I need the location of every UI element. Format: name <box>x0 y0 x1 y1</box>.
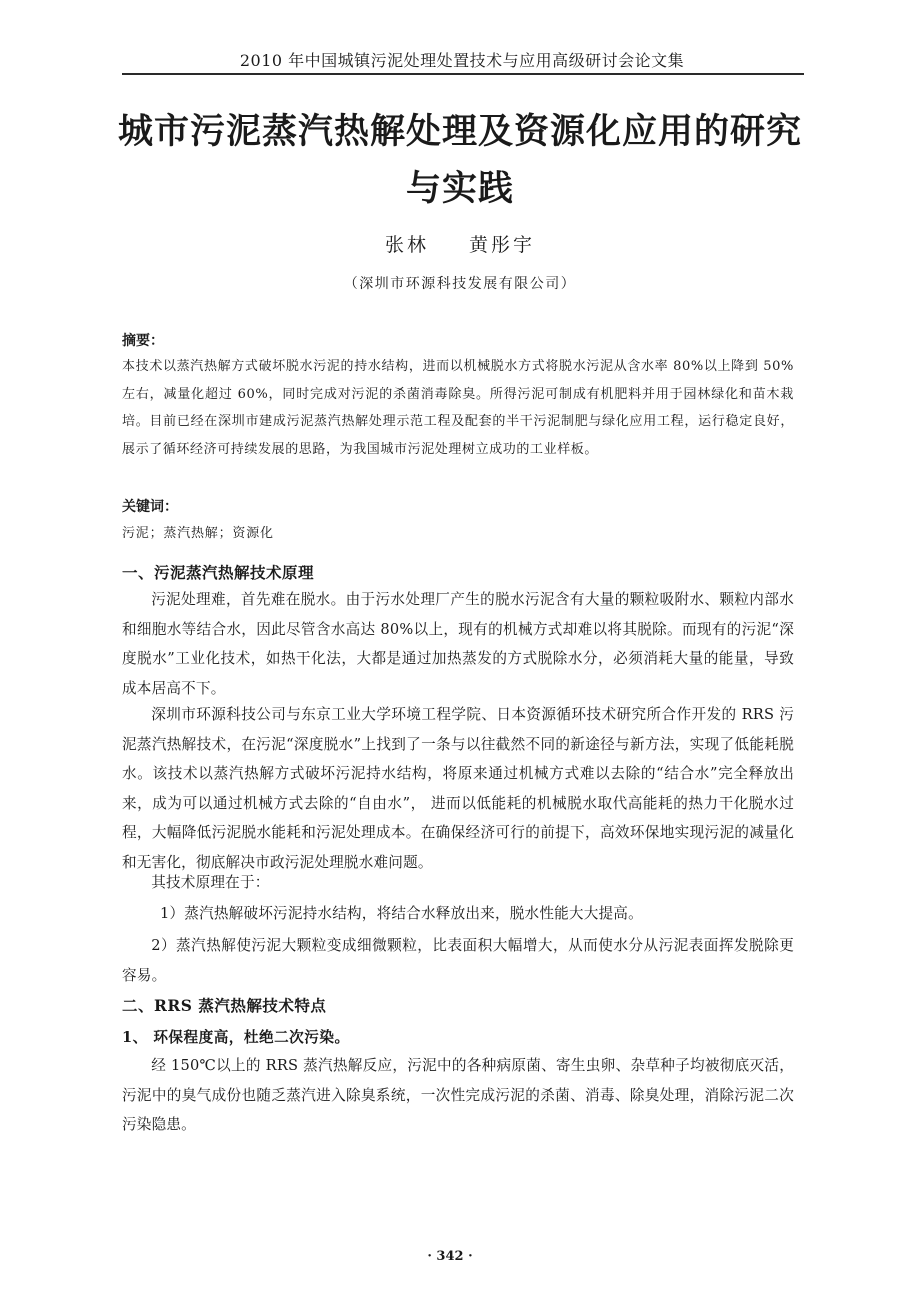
abstract-label: 摘要： <box>122 333 164 349</box>
section1-paragraph-2: 深圳市环源科技公司与东京工业大学环境工程学院、日本资源循环技术研究所合作开发的 RRS 污泥蒸汽热解技术，在污泥“深度脱水”上找到了一条与以往截然不同的新途径与新方法，实现了低能耗脱水。该技术以蒸汽热解方式破坏污泥持水结构，将原来通过机械方式难以去除的“结合水”完全释放出来，成为可以通过机械方式去除的“自由水”， 进而以低能耗的机械脱水取代高能耗的热力干化脱水过程，大幅降低污泥脱水能耗和污泥处理成本。在确保经济可行的前提下，高效环保地实现污泥的减量化和无害化，彻底解决市政污泥处理脱水难问题。 <box>122 706 794 871</box>
page-number: · 342 · <box>427 1249 473 1264</box>
author-affiliation: （深圳市环源科技发展有限公司） <box>343 276 577 292</box>
section2-paragraph-1: 经 150℃以上的 RRS 蒸汽热解反应，污泥中的各种病原菌、寄生虫卵、杂草种子均被彻底灭活，污泥中的臭气成份也随乏蒸汽进入除臭系统，一次性完成污泥的杀菌、消毒、除臭处理，消除污泥二次污染隐患。 <box>122 1057 794 1133</box>
principle-item-1: 1）蒸汽热解破坏污泥持水结构，将结合水释放出来，脱水性能大大提高。 <box>160 905 643 922</box>
keywords-label: 关键词： <box>122 499 178 515</box>
running-header: 2010 年中国城镇污泥处理处置技术与应用高级研讨会论文集 <box>239 51 685 70</box>
subsection-heading-1: 1、 环保程度高，杜绝二次污染。 <box>122 1029 350 1046</box>
keywords-text: 污泥；蒸汽热解；资源化 <box>122 526 274 541</box>
section-heading-1: 一、污泥蒸汽热解技术原理 <box>122 563 315 582</box>
author-name: 黄彤宇 <box>469 234 536 256</box>
author-name: 张林 <box>384 234 429 256</box>
principle-item-2: 2）蒸汽热解使污泥大颗粒变成细微颗粒，比表面积大幅增大，从而使水分从污泥表面挥发脱除更容易。 <box>122 937 794 984</box>
paper-title: 城市污泥蒸汽热解处理及资源化应用的研究与实践 <box>117 112 802 209</box>
author-list <box>250 230 670 257</box>
header-rule <box>122 73 804 75</box>
abstract-text: 本技术以蒸汽热解方式破坏脱水污泥的持水结构，进而以机械脱水方式将脱水污泥从含水率 80%以上降到 50%左右，减量化超过 60%，同时完成对污泥的杀菌消毒除臭。所得污泥可制成有机肥料并用于园林绿化和苗木栽培。目前已经在深圳市建成污泥蒸汽热解处理示范工程及配套的半干污泥制肥与绿化应用工程，运行稳定良好，展示了循环经济可持续发展的思路，为我国城市污泥处理树立成功的工业样板。 <box>122 359 794 457</box>
section1-paragraph-3: 其技术原理在于： <box>151 874 270 891</box>
section-heading-2: 二、RRS 蒸汽热解技术特点 <box>122 996 327 1015</box>
section1-paragraph-1: 污泥处理难，首先难在脱水。由于污水处理厂产生的脱水污泥含有大量的颗粒吸附水、颗粒内部水和细胞水等结合水，因此尽管含水高达 80%以上，现有的机械方式却难以将其脱除。而现有的污泥“深度脱水”工业化技术，如热干化法，大都是通过加热蒸发的方式脱除水分，必须消耗大量的能量，导致成本居高不下。 <box>122 591 794 697</box>
